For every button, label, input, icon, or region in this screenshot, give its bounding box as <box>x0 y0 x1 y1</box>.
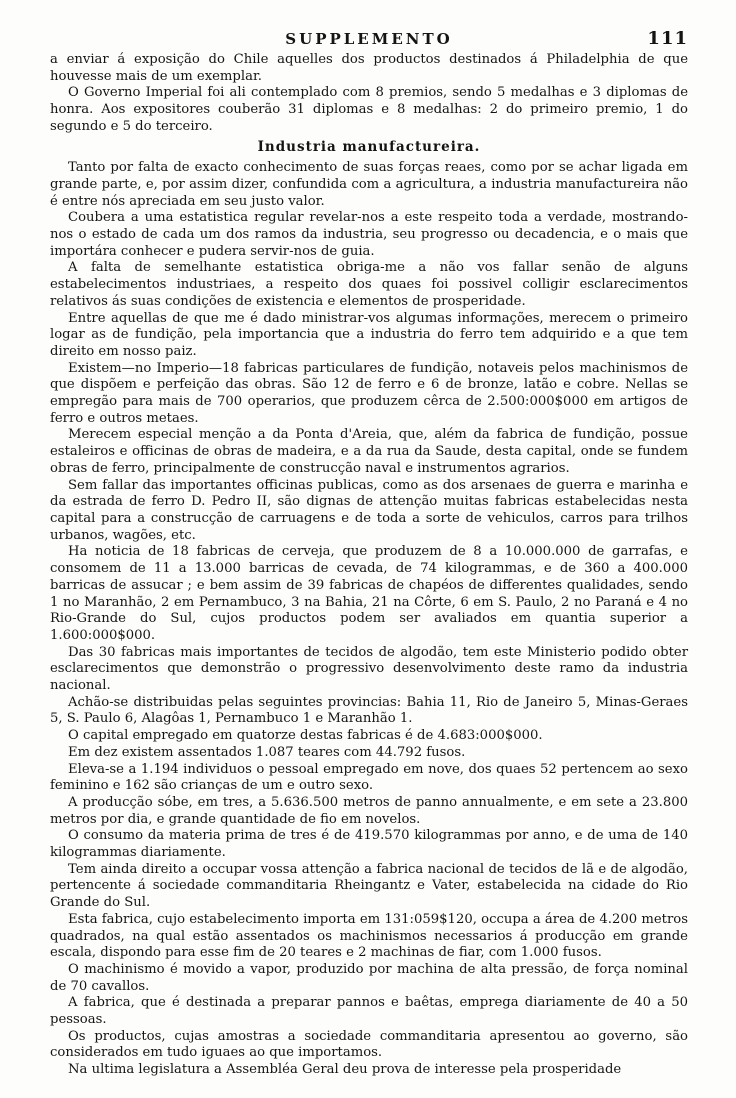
section-heading: Industria manufactureira. <box>257 138 481 155</box>
paragraph: O consumo da materia prima de tres é de 419.570 kilogrammas por anno, e de uma de 140 kilogrammas diariamente. <box>50 828 688 861</box>
paragraph: Entre aquellas de que me é dado ministrar-vos algumas informações, merecem o primeiro logar as de fundição, pela importancia que a industria do ferro tem adquirido e a que tem direito em nosso paiz. <box>50 310 688 359</box>
paragraph: Achão-se distribuidas pelas seguintes provincias: Bahia 11, Rio de Janeiro 5, Minas-Geraes 5, S. Paulo 6, Alagôas 1, Pernambuco 1 e Maranhão 1. <box>50 694 688 727</box>
paragraph: A fabrica, que é destinada a preparar pannos e baêtas, emprega diariamente de 40 a 50 pessoas. <box>50 995 688 1028</box>
paragraph: A falta de semelhante estatistica obriga-me a não vos fallar senão de alguns estabelecimentos industriaes, a respeito dos quaes foi possivel colligir esclarecimentos relativos ás suas condições de existencia e elementos de prosperidade. <box>50 260 688 309</box>
body-text <box>50 52 688 1079</box>
paragraph: A producção sóbe, em tres, a 5.636.500 metros de panno annualmente, e em sete a 23.800 metros por dia, e grande quantidade de fio em novelos. <box>50 794 688 827</box>
paragraph: Sem fallar das importantes officinas publicas, como as dos arsenaes de guerra e marinha e da estrada de ferro D. Pedro II, são dignas de attenção muitas fabricas estabelecidas nesta capital para a construcção de carruagens e de toda a sorte de vehiculos, carros para trilhos urbanos, wagões, etc. <box>50 477 688 543</box>
paragraph: Das 30 fabricas mais importantes de tecidos de algodão, tem este Ministerio podido obter esclarecimentos que demonstrão o progressivo desenvolvimento deste ramo da industria nacional. <box>50 644 688 694</box>
paragraph: Existem—no Imperio—18 fabricas particulares de fundição, notaveis pelos machinismos de que dispõem e perfeição das obras. São 12 de ferro e 6 de bronze, latão e cobre. Nellas se empregão para mais de 700 operarios, que produzem cêrca de 2.500:000$000 em artigos de ferro e outros metaes. <box>50 360 688 426</box>
paragraph: Merecem especial menção a da Ponta d'Areia, que, além da fabrica de fundição, possue estaleiros e officinas de obras de madeira, e a da rua da Saude, desta capital, onde se fundem obras de ferro, principalmente de construcção naval e instrumentos agrarios. <box>50 427 688 476</box>
paragraph: Coubera a uma estatistica regular revelar-nos a este respeito toda a verdade, mostrando-nos o estado de cada um dos ramos da industria, seu progresso ou decadencia, e o mais que importára conhecer e pudera servir-nos de guia. <box>50 210 688 259</box>
paragraph: Ha noticia de 18 fabricas de cerveja, que produzem de 8 a 10.000.000 de garrafas, e consomem de 11 a 13.000 barricas de cevada, de 74 kilogrammas, e de 360 a 400.000 barricas de assucar ; e bem assim de 39 fabricas de chapéos de differentes qualidades, sendo 1 no Maranhão, 2 em Pernambuco, 3 na Bahia, 21 na Côrte, 6 em S. Paulo, 2 no Paraná e 4 no Rio-Grande do Sul, cujos productos podem ser avaliados em quantia superior a 1.600:000$000. <box>50 544 688 643</box>
paragraph: Eleva-se a 1.194 individuos o pessoal empregado em nove, dos quaes 52 pertencem ao sexo feminino e 162 são crianças de um e outro sexo. <box>50 761 688 794</box>
paragraph: a enviar á exposição do Chile aquelles dos productos destinados á Philadelphia de que houvesse mais de um exemplar. <box>50 52 688 84</box>
page-number: 111 <box>647 28 688 49</box>
running-title: SUPPLEMENTO <box>285 30 453 48</box>
page-header <box>50 28 688 52</box>
paragraph: O capital empregado em quatorze destas fabricas é de 4.683:000$000. <box>68 728 543 744</box>
paragraph: O machinismo é movido a vapor, produzido por machina de alta pressão, de força nominal de 70 cavallos. <box>50 961 688 994</box>
paragraph: Os productos, cujas amostras a sociedade commanditaria apresentou ao governo, são considerados em tudo iguaes ao que importamos. <box>50 1028 688 1061</box>
paragraph: Esta fabrica, cujo estabelecimento importa em 131:059$120, occupa a área de 4.200 metros quadrados, na qual estão assentados os machinismos necessarios á producção em grande escala, dispondo para esse fim de 20 teares e 2 machinas de fiar, com 1.000 fusos. <box>50 911 688 961</box>
paragraph: Em dez existem assentados 1.087 teares com 44.792 fusos. <box>68 744 466 760</box>
paragraph: O Governo Imperial foi ali contemplado com 8 premios, sendo 5 medalhas e 3 diplomas de honra. Aos expositores couberão 31 diplomas e 8 medalhas: 2 do primeiro premio, 1 do segundo e 5 do terceiro. <box>50 85 688 134</box>
paragraph: Tanto por falta de exacto conhecimento de suas forças reaes, como por se achar ligada em grande parte, e, por assim dizer, confundida com a agricultura, a industria manufactureira não é entre nós apreciada em seu justo valor. <box>50 160 688 209</box>
paragraph: Na ultima legislatura a Assembléa Geral deu prova de interesse pela prosperidade <box>68 1062 622 1078</box>
paragraph: Tem ainda direito a occupar vossa attenção a fabrica nacional de tecidos de lã e de algodão, pertencente á sociedade commanditaria Rheingantz e Vater, estabelecida na cidade do Rio Grande do Sul. <box>50 861 688 911</box>
